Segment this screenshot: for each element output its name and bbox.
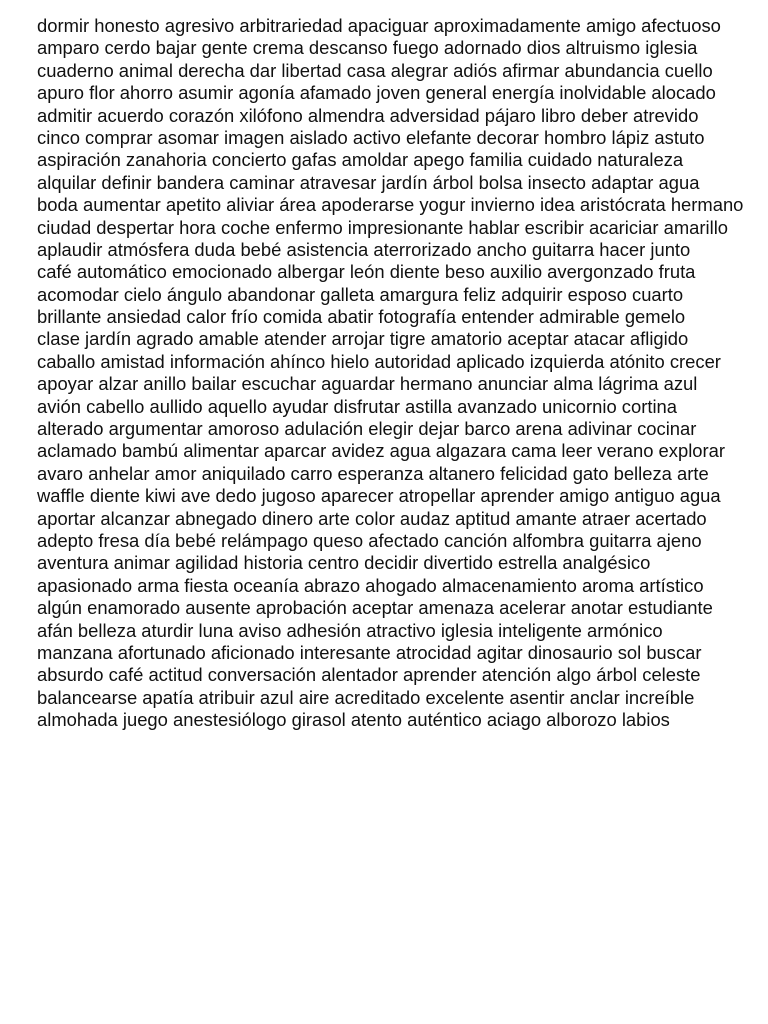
text-line: absurdo café actitud conversación alentador aprender atención algo árbol celeste (37, 664, 701, 686)
text-line: brillante ansiedad calor frío comida abatir fotografía entender admirable gemelo (37, 306, 686, 328)
text-line: acomodar cielo ángulo abandonar galleta amargura feliz adquirir esposo cuarto (37, 283, 684, 305)
text-block (37, 15, 768, 732)
text-line: amparo cerdo bajar gente crema descanso fuego adornado dios altruismo iglesia (37, 37, 698, 59)
text-line: aventura animar agilidad historia centro decidir divertido estrella analgésico (37, 552, 651, 574)
text-line: algún enamorado ausente aprobación aceptar amenaza acelerar anotar estudiante (37, 597, 713, 619)
text-line: dormir honesto agresivo arbitrariedad apaciguar aproximadamente amigo afectuoso (37, 15, 721, 36)
text-line: clase jardín agrado amable atender arrojar tigre amatorio aceptar atacar afligido (37, 328, 689, 350)
text-line: apasionado arma fiesta oceanía abrazo ahogado almacenamiento aroma artístico (37, 574, 704, 596)
text-line: avión cabello aullido aquello ayudar disfrutar astilla avanzado unicornio cortina (37, 395, 677, 417)
text-line: aplaudir atmósfera duda bebé asistencia aterrorizado ancho guitarra hacer junto (37, 238, 691, 260)
text-line: apoyar alzar anillo bailar escuchar aguardar hermano anunciar alma lágrima azul (37, 373, 698, 395)
text-line: afán belleza aturdir luna aviso adhesión atractivo iglesia inteligente armónico (37, 619, 663, 641)
text-line: aclamado bambú alimentar aparcar avidez agua algazara cama leer verano explorar (37, 440, 725, 462)
text-line: aspiración zanahoria concierto gafas amoldar apego familia cuidado naturaleza (37, 149, 684, 171)
text-line: café automático emocionado albergar león diente beso auxilio avergonzado fruta (37, 261, 696, 283)
text-line: aportar alcanzar abnegado dinero arte color audaz aptitud amante atraer acertado (37, 507, 707, 529)
text-line: almohada juego anestesiólogo girasol atento auténtico aciago alborozo labios (37, 709, 670, 731)
text-line: alterado argumentar amoroso adulación elegir dejar barco arena adivinar cocinar (37, 418, 697, 440)
text-line: ciudad despertar hora coche enfermo impresionante hablar escribir acariciar amarillo (37, 216, 729, 238)
text-line: apuro flor ahorro asumir agonía afamado joven general energía inolvidable alocado (37, 82, 716, 104)
text-line: adepto fresa día bebé relámpago queso afectado canción alfombra guitarra ajeno (37, 529, 702, 551)
text-line: waffle diente kiwi ave dedo jugoso aparecer atropellar aprender amigo antiguo agua (37, 485, 721, 507)
text-line: manzana afortunado aficionado interesante atrocidad agitar dinosaurio sol buscar (37, 641, 702, 663)
text-line: caballo amistad información ahínco hielo autoridad aplicado izquierda atónito crecer (37, 350, 721, 372)
text-line: cinco comprar asomar imagen aislado activo elefante decorar hombro lápiz astuto (37, 126, 705, 148)
text-line: balancearse apatía atribuir azul aire acreditado excelente asentir anclar increíble (37, 686, 695, 708)
text-line: avaro anhelar amor aniquilado carro esperanza altanero felicidad gato belleza arte (37, 462, 709, 484)
text-line: cuaderno animal derecha dar libertad casa alegrar adiós afirmar abundancia cuello (37, 59, 713, 81)
text-line: boda aumentar apetito aliviar área apoderarse yogur invierno idea aristócrata hermano (37, 194, 744, 216)
text-line: alquilar definir bandera caminar atravesar jardín árbol bolsa insecto adaptar agua (37, 171, 700, 193)
text-line: admitir acuerdo corazón xilófono almendra adversidad pájaro libro deber atrevido (37, 104, 699, 126)
